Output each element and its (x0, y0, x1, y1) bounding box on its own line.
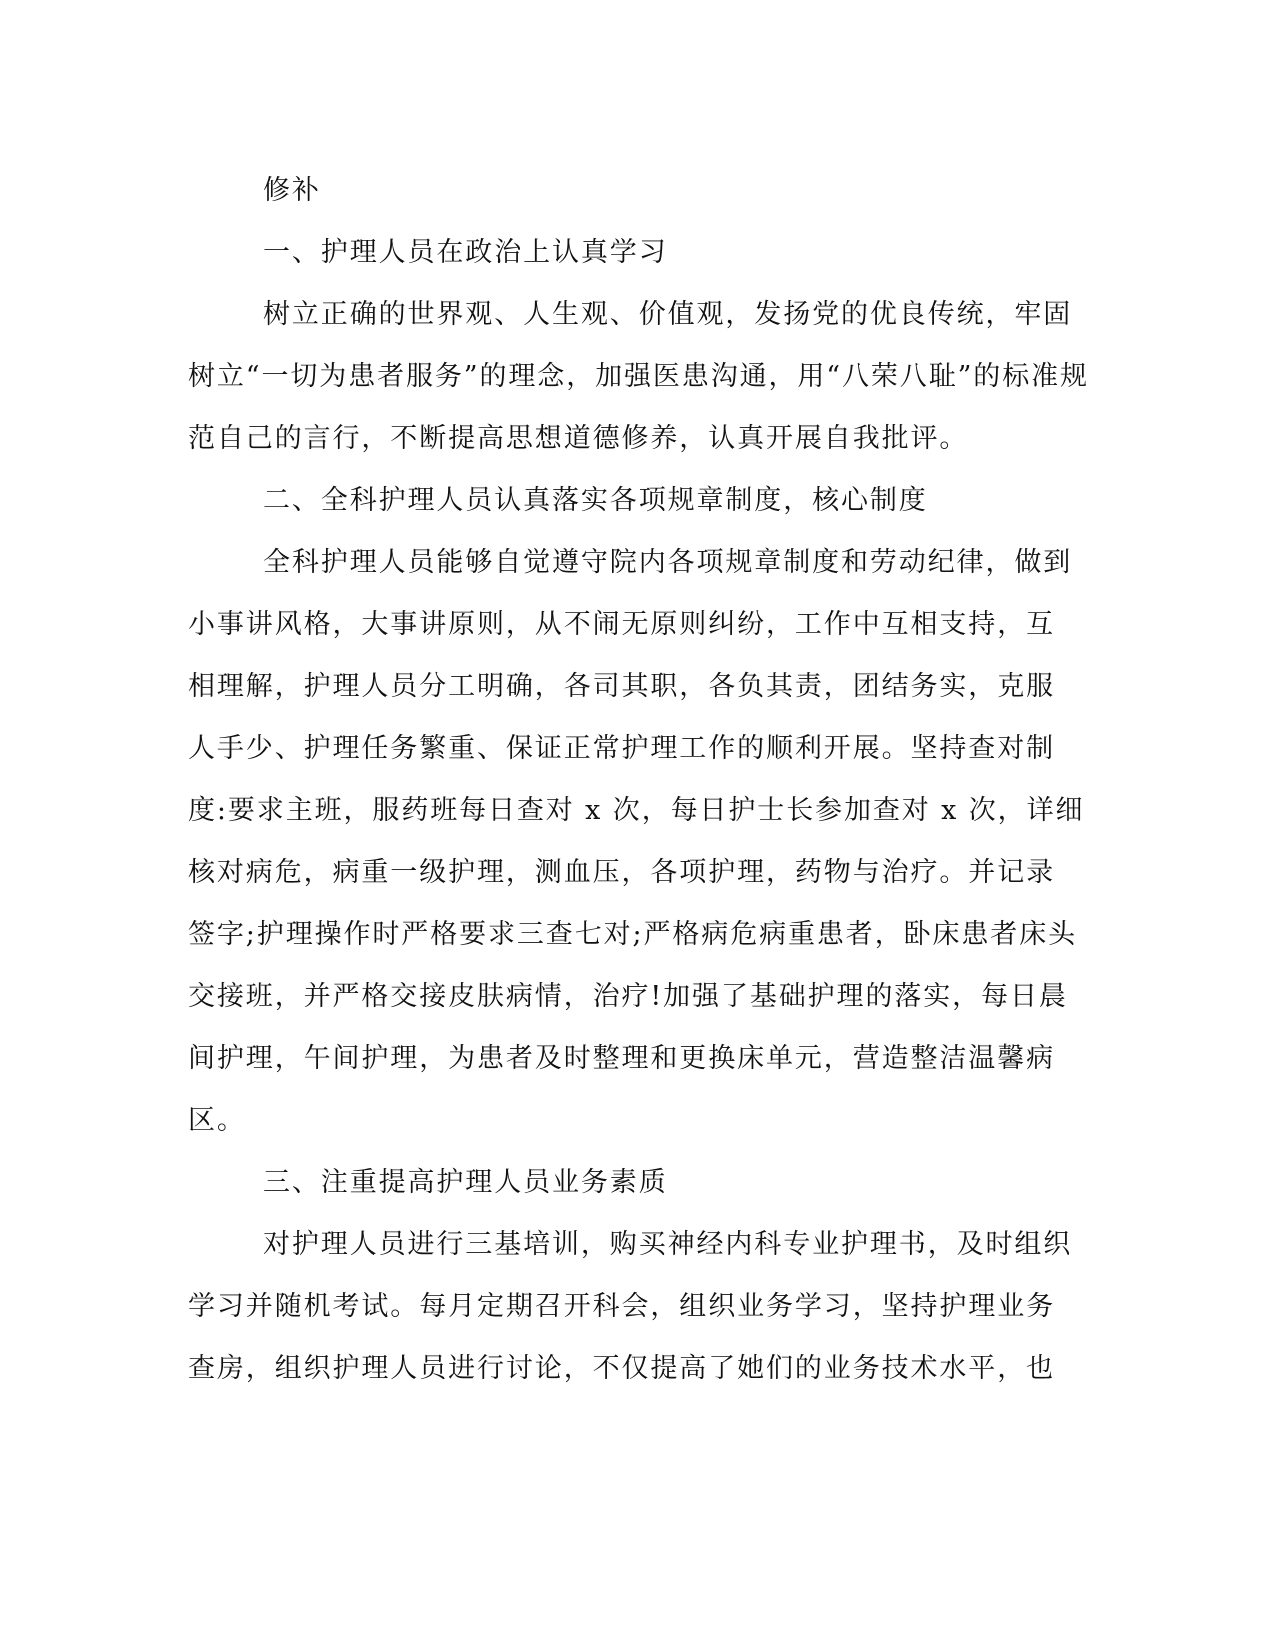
text-line: 相理解，护理人员分工明确，各司其职，各负其责，团结务实，克服 (188, 671, 1055, 702)
text-line: 学习并随机考试。每月定期召开科会，组织业务学习，坚持护理业务 (188, 1291, 1055, 1322)
text-line: 查房，组织护理人员进行讨论，不仅提高了她们的业务技术水平，也 (188, 1353, 1055, 1384)
text-line: 树立正确的世界观、人生观、价值观，发扬党的优良传统，牢固 (263, 299, 1073, 330)
text-line: 对护理人员进行三基培训，购买神经内科专业护理书，及时组织 (263, 1229, 1073, 1260)
text-line: 签字;护理操作时严格要求三查七对;严格病危病重患者，卧床患者床头 (188, 919, 1077, 950)
text-line: 树立“一切为患者服务”的理念，加强医患沟通，用“八荣八耻”的标准规 (188, 361, 1089, 392)
text-line: 间护理，午间护理，为患者及时整理和更换床单元，营造整洁温馨病 (188, 1043, 1055, 1074)
section-heading: 一、护理人员在政治上认真学习 (263, 237, 668, 268)
text-line: 范自己的言行，不断提高思想道德修养，认真开展自我批评。 (188, 423, 969, 454)
text-line: 区。 (188, 1105, 246, 1136)
text-line: 小事讲风格，大事讲原则，从不闹无原则纠纷，工作中互相支持，互 (188, 609, 1055, 640)
text-line: 核对病危，病重一级护理，测血压，各项护理，药物与治疗。并记录 (188, 857, 1055, 888)
section-heading: 三、注重提高护理人员业务素质 (263, 1167, 668, 1198)
text-line: 人手少、护理任务繁重、保证正常护理工作的顺利开展。坚持查对制 (188, 733, 1055, 764)
section-heading: 二、全科护理人员认真落实各项规章制度，核心制度 (263, 485, 928, 516)
text-line: 全科护理人员能够自觉遵守院内各项规章制度和劳动纪律，做到 (263, 547, 1073, 578)
text-line: 修补 (263, 175, 321, 206)
document-body (188, 160, 1088, 1400)
text-line: 度:要求主班，服药班每日查对 x 次，每日护士长参加查对 x 次，详细 (188, 795, 1085, 826)
text-line: 交接班，并严格交接皮肤病情，治疗!加强了基础护理的落实，每日晨 (188, 981, 1068, 1012)
